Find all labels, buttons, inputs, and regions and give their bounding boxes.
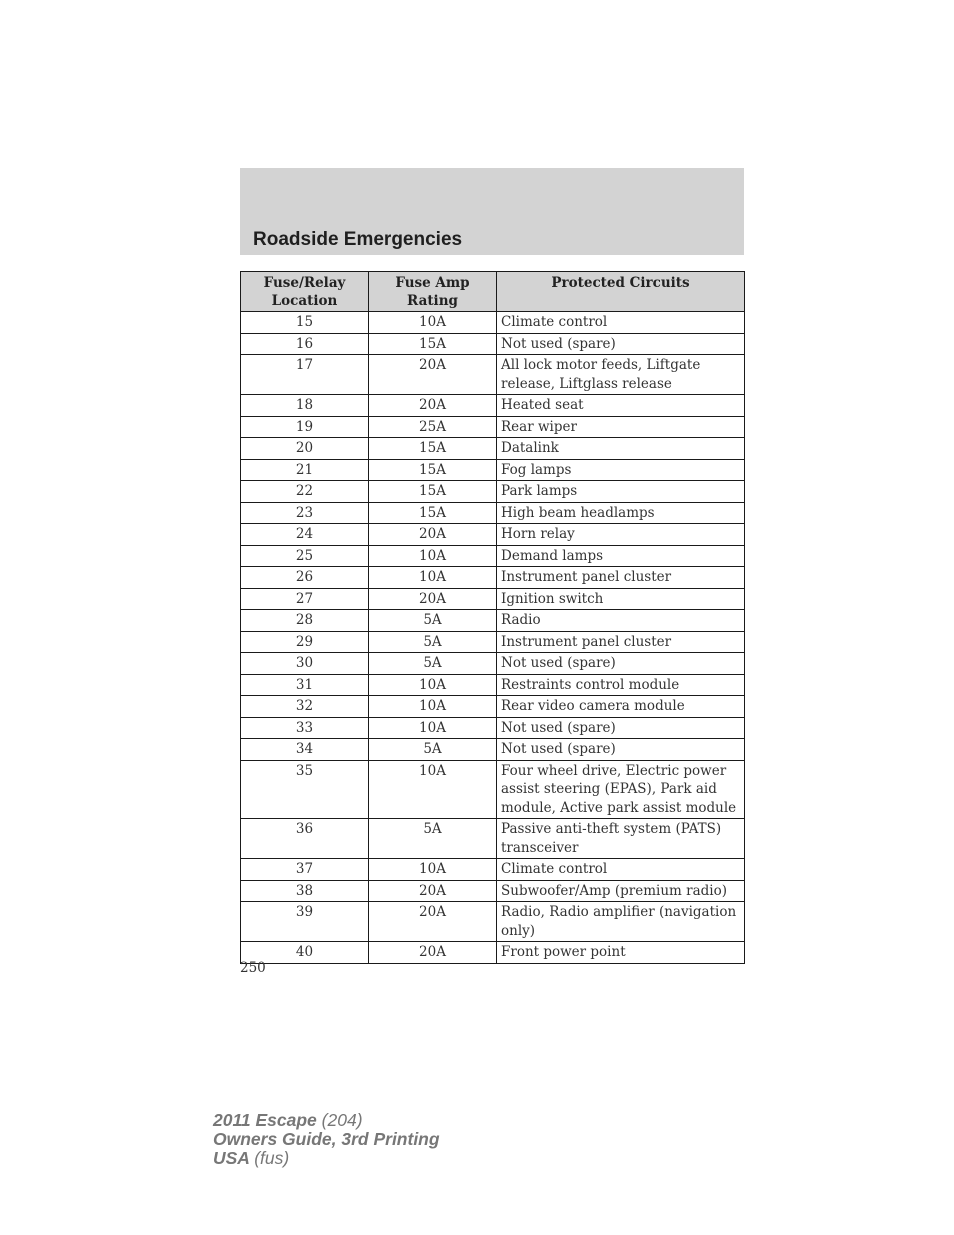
table-row xyxy=(241,312,745,334)
table-row xyxy=(241,696,745,718)
protected-circuit-cell: Four wheel drive, Electric power assist steering (EPAS), Park aid module, Active park assist module xyxy=(497,760,745,819)
table-row xyxy=(241,481,745,503)
section-title: Roadside Emergencies xyxy=(253,229,463,250)
protected-circuit-cell: Instrument panel cluster xyxy=(497,631,745,653)
fuse-location-cell: 17 xyxy=(241,355,369,395)
fuse-amp-cell: 15A xyxy=(369,459,497,481)
footer xyxy=(213,1111,440,1168)
table-row xyxy=(241,653,745,675)
fuse-location-cell: 32 xyxy=(241,696,369,718)
protected-circuit-cell: High beam headlamps xyxy=(497,502,745,524)
header-location: Fuse/Relay Location xyxy=(241,272,369,312)
fuse-amp-cell: 5A xyxy=(369,653,497,675)
page-number: 250 xyxy=(240,960,266,976)
header-protected-circuits: Protected Circuits xyxy=(497,272,745,312)
table-row xyxy=(241,355,745,395)
fuse-location-cell: 27 xyxy=(241,588,369,610)
fuse-amp-cell: 5A xyxy=(369,610,497,632)
fuse-amp-cell: 15A xyxy=(369,481,497,503)
table-row xyxy=(241,610,745,632)
fuse-amp-cell: 20A xyxy=(369,942,497,964)
protected-circuit-cell: Not used (spare) xyxy=(497,333,745,355)
table-row xyxy=(241,524,745,546)
protected-circuit-cell: Not used (spare) xyxy=(497,653,745,675)
fuse-amp-cell: 15A xyxy=(369,502,497,524)
protected-circuit-cell: Rear video camera module xyxy=(497,696,745,718)
protected-circuit-cell: Horn relay xyxy=(497,524,745,546)
fuse-location-cell: 19 xyxy=(241,416,369,438)
fuse-amp-cell: 10A xyxy=(369,696,497,718)
table-row xyxy=(241,880,745,902)
fuse-location-cell: 37 xyxy=(241,859,369,881)
table-header-row xyxy=(241,272,745,312)
fuse-location-cell: 30 xyxy=(241,653,369,675)
fuse-amp-cell: 5A xyxy=(369,819,497,859)
fuse-amp-cell: 5A xyxy=(369,739,497,761)
fuse-amp-cell: 10A xyxy=(369,674,497,696)
fuse-location-cell: 29 xyxy=(241,631,369,653)
fuse-amp-cell: 25A xyxy=(369,416,497,438)
table-row xyxy=(241,717,745,739)
table-row xyxy=(241,567,745,589)
fuse-amp-cell: 10A xyxy=(369,760,497,819)
protected-circuit-cell: Climate control xyxy=(497,312,745,334)
fuse-amp-cell: 10A xyxy=(369,717,497,739)
fuse-location-cell: 35 xyxy=(241,760,369,819)
protected-circuit-cell: Park lamps xyxy=(497,481,745,503)
table-row xyxy=(241,942,745,964)
protected-circuit-cell: Rear wiper xyxy=(497,416,745,438)
fuse-location-cell: 28 xyxy=(241,610,369,632)
fuse-location-cell: 40 xyxy=(241,942,369,964)
protected-circuit-cell: Restraints control module xyxy=(497,674,745,696)
fuse-amp-cell: 15A xyxy=(369,438,497,460)
table-row xyxy=(241,588,745,610)
footer-market-code: (fus) xyxy=(254,1148,290,1168)
fuse-location-cell: 16 xyxy=(241,333,369,355)
section-header xyxy=(240,168,744,255)
fuse-location-cell: 25 xyxy=(241,545,369,567)
fuse-amp-cell: 20A xyxy=(369,588,497,610)
fuse-location-cell: 31 xyxy=(241,674,369,696)
fuse-amp-cell: 10A xyxy=(369,545,497,567)
fuse-location-cell: 34 xyxy=(241,739,369,761)
fuse-amp-cell: 15A xyxy=(369,333,497,355)
protected-circuit-cell: Ignition switch xyxy=(497,588,745,610)
fuse-amp-cell: 5A xyxy=(369,631,497,653)
footer-model: 2011 Escape xyxy=(213,1110,317,1130)
footer-line-3 xyxy=(213,1149,440,1168)
fuse-location-cell: 24 xyxy=(241,524,369,546)
table-row xyxy=(241,760,745,819)
fuse-amp-cell: 20A xyxy=(369,355,497,395)
protected-circuit-cell: Passive anti-theft system (PATS) transceiver xyxy=(497,819,745,859)
fuse-location-cell: 15 xyxy=(241,312,369,334)
protected-circuit-cell: Heated seat xyxy=(497,395,745,417)
fuse-location-cell: 23 xyxy=(241,502,369,524)
fuse-location-cell: 21 xyxy=(241,459,369,481)
fuse-amp-cell: 20A xyxy=(369,524,497,546)
table-row xyxy=(241,859,745,881)
protected-circuit-cell: Front power point xyxy=(497,942,745,964)
protected-circuit-cell: All lock motor feeds, Liftgate release, Liftglass release xyxy=(497,355,745,395)
header-amp-rating: Fuse Amp Rating xyxy=(369,272,497,312)
table-row xyxy=(241,545,745,567)
table-row xyxy=(241,333,745,355)
footer-market: USA xyxy=(213,1148,250,1168)
fuse-table xyxy=(240,271,745,964)
protected-circuit-cell: Radio, Radio amplifier (navigation only) xyxy=(497,902,745,942)
protected-circuit-cell: Demand lamps xyxy=(497,545,745,567)
fuse-location-cell: 36 xyxy=(241,819,369,859)
table-row xyxy=(241,395,745,417)
protected-circuit-cell: Not used (spare) xyxy=(497,739,745,761)
protected-circuit-cell: Climate control xyxy=(497,859,745,881)
table-row xyxy=(241,438,745,460)
table-body xyxy=(241,312,745,964)
table-row xyxy=(241,902,745,942)
protected-circuit-cell: Subwoofer/Amp (premium radio) xyxy=(497,880,745,902)
table-row xyxy=(241,819,745,859)
table-row xyxy=(241,631,745,653)
table-row xyxy=(241,739,745,761)
fuse-location-cell: 20 xyxy=(241,438,369,460)
protected-circuit-cell: Datalink xyxy=(497,438,745,460)
protected-circuit-cell: Fog lamps xyxy=(497,459,745,481)
fuse-amp-cell: 10A xyxy=(369,312,497,334)
fuse-location-cell: 26 xyxy=(241,567,369,589)
fuse-amp-cell: 20A xyxy=(369,880,497,902)
footer-line-2: Owners Guide, 3rd Printing xyxy=(213,1129,440,1149)
protected-circuit-cell: Radio xyxy=(497,610,745,632)
fuse-amp-cell: 10A xyxy=(369,859,497,881)
fuse-location-cell: 39 xyxy=(241,902,369,942)
fuse-location-cell: 38 xyxy=(241,880,369,902)
fuse-location-cell: 33 xyxy=(241,717,369,739)
protected-circuit-cell: Instrument panel cluster xyxy=(497,567,745,589)
protected-circuit-cell: Not used (spare) xyxy=(497,717,745,739)
footer-line-1 xyxy=(213,1111,440,1130)
fuse-amp-cell: 20A xyxy=(369,902,497,942)
table-row xyxy=(241,416,745,438)
table-row xyxy=(241,502,745,524)
fuse-amp-cell: 10A xyxy=(369,567,497,589)
fuse-location-cell: 18 xyxy=(241,395,369,417)
fuse-amp-cell: 20A xyxy=(369,395,497,417)
footer-model-code: (204) xyxy=(321,1110,363,1130)
fuse-location-cell: 22 xyxy=(241,481,369,503)
table-row xyxy=(241,674,745,696)
table-row xyxy=(241,459,745,481)
